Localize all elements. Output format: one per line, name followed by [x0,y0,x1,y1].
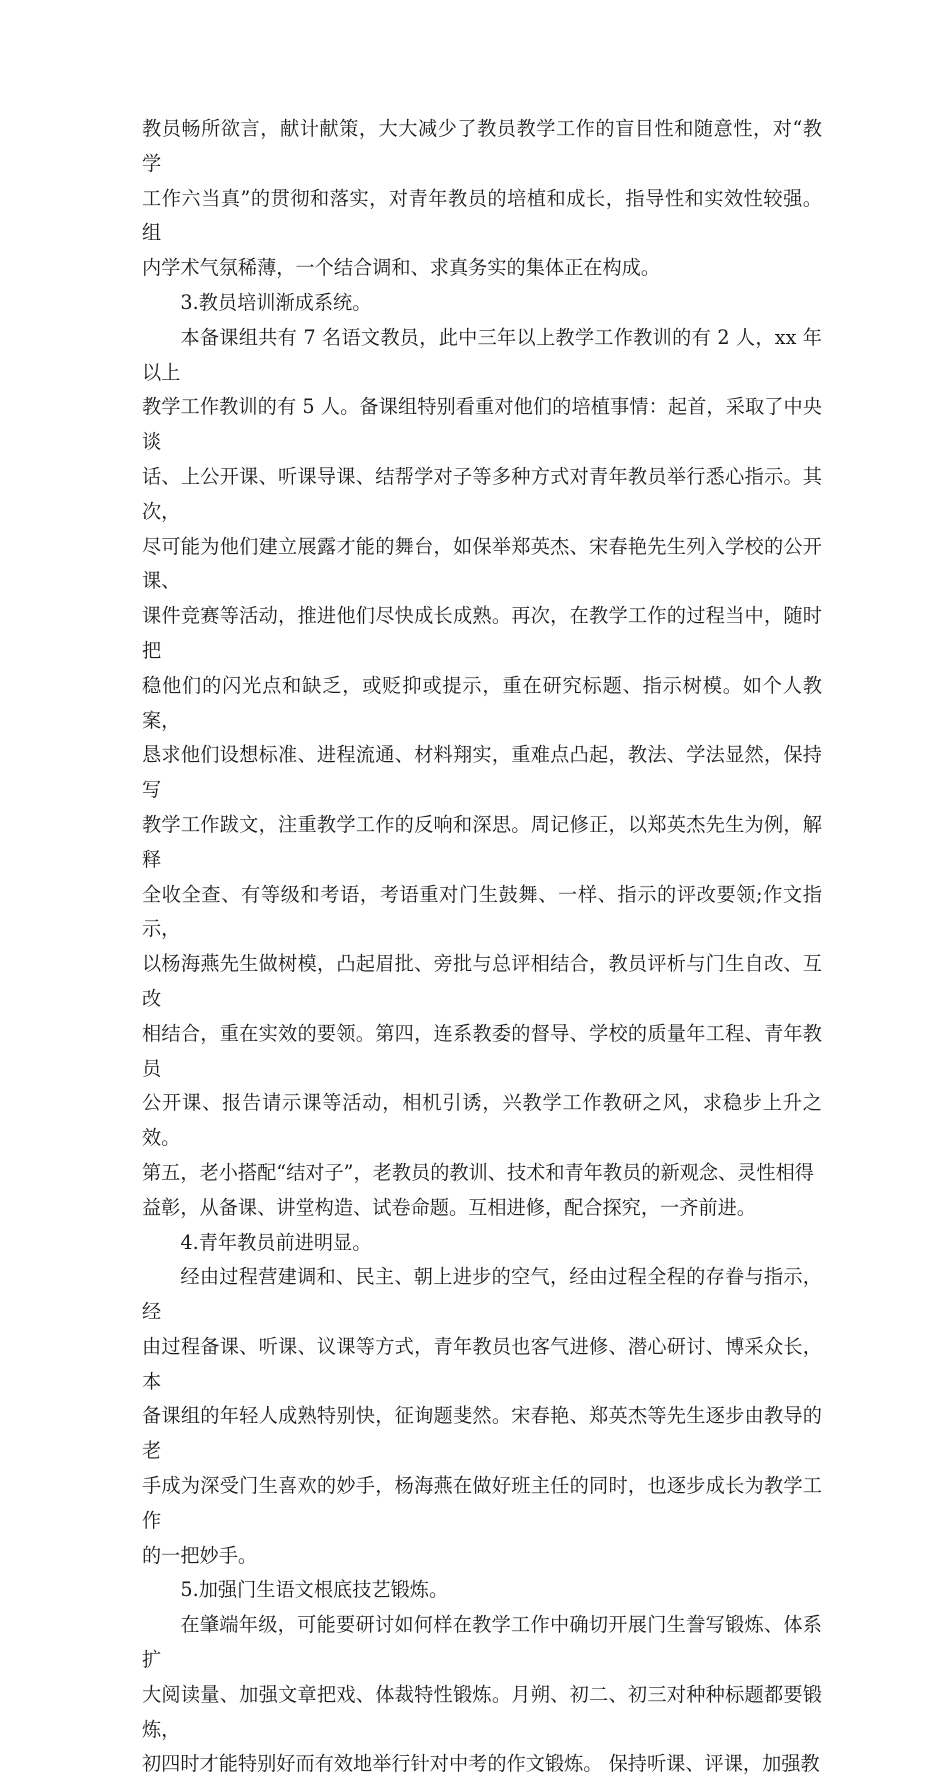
section-heading-5: 5.加强门生语文根底技艺锻炼。 [180,1578,449,1602]
document-body [142,112,822,1782]
paragraph-skills: 在肇端年级，可能要研讨如何样在教学工作中确切开展门生誊写锻炼、体系扩 大阅读量、加强文章把戏、体裁特性锻炼。月朔、初二、初三对种种标题都要锻炼， 初四时才能特别好而有效地举行针对中考的作文锻炼。 保持听课、评课，加强教 [142,1613,822,1776]
section-heading-3: 3.教员培训渐成系统。 [180,290,372,314]
section-heading-4: 4.青年教员前进明显。 [180,1230,372,1254]
paragraph-continuation: 教员畅所欲言，献计献策，大大减少了教员教学工作的盲目性和随意性，对“教学 工作六当真”的贯彻和落实，对青年教员的培植和成长，指导性和实效性较强。组 内学术气氛稀薄，一个结合调和、求真务实的集体正在构成。 [142,117,822,280]
paragraph-progress: 经由过程营建调和、民主、朝上进步的空气，经由过程全程的存眷与指示，经 由过程备课、听课、议课等方式，青年教员也客气进修、潜心研讨、博采众长，本 备课组的年轻人成熟特别快，征询题斐然。宋春艳、郑英杰等先生逐步由教导的老 手成为深受门生喜欢的妙手，杨海燕在做好班主任的同时，也逐步成长为教学工作 的一把妙手。 [142,1265,822,1567]
paragraph-training: 本备课组共有 7 名语文教员，此中三年以上教学工作教训的有 2 人，xx 年以上 教学工作教训的有 5 人。备课组特别看重对他们的培植事情：起首，采取了中央谈 话、上公开课、听课导课、结帮学对子等多种方式对青年教员举行悉心指示。其次， 尽可能为他们建立展露才能的舞台，如保举郑英杰、宋春艳先生列入学校的公开课、 课件竞赛等活动，推进他们尽快成长成熟。再次，在教学工作的过程当中，随时把 稳他们的闪光点和缺乏，或贬抑或提示，重在研究标题、指示树模。如个人教案， 恳求他们设想标准、进程流通、材料翔实，重难点凸起，教法、学法显然，保持写 教学工作跋文，注重教学工作的反响和深思。周记修正，以郑英杰先生为例，解释 全收全查、有等级和考语，考语重对门生鼓舞、一样、指示的评改要领;作文指示， 以杨海燕先生做树模，凸起眉批、旁批与总评相结合，教员评析与门生自改、互改 相结合，重在实效的要领。第四，连系教委的督导、学校的质量年工程、青年教员 公开课、报告请示课等活动，相机引诱，兴教学工作教研之风，求稳步上升之效。 第五，老小搭配“结对子”，老教员的教训、技术和青年教员的新观念、灵性相得 益彰，从备课、讲堂构造、试卷命题。互相进修，配合探究，一齐前进。 [142,325,822,1219]
